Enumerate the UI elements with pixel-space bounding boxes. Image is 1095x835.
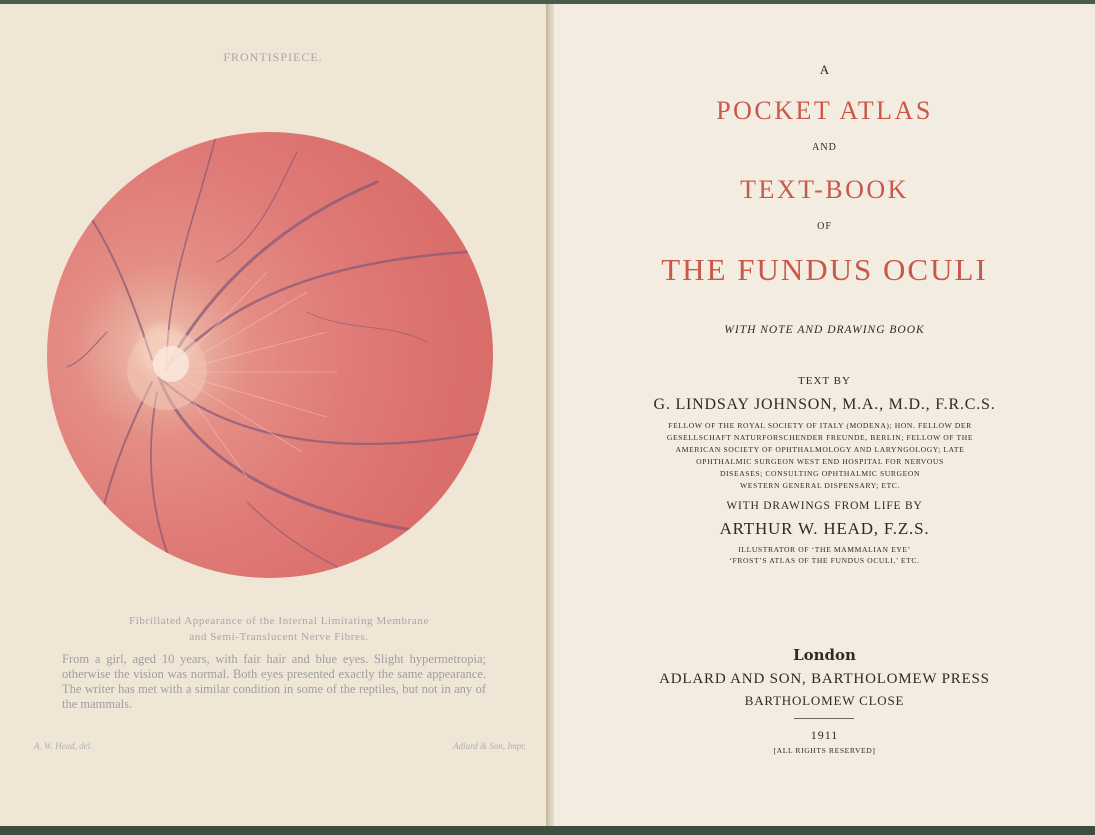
fundus-illustration [47, 132, 493, 578]
frontispiece-label: FRONTISPIECE. [223, 50, 323, 64]
title-and: AND [812, 142, 837, 153]
credential-line: OPHTHALMIC SURGEON WEST END HOSPITAL FOR NERVOUS [696, 457, 944, 466]
title-page [554, 4, 1095, 826]
illustrator-name: ARTHUR W. HEAD, F.Z.S. [719, 519, 930, 538]
title-line-1: POCKET ATLAS [716, 96, 933, 125]
book-binding-edge [0, 826, 1095, 835]
title-of: OF [817, 221, 832, 232]
publisher-city: London [793, 646, 856, 664]
book-gutter [546, 4, 554, 826]
plate-caption-line-2: and Semi-Translucent Nerve Fibres. [189, 631, 369, 643]
artist-credit: A. W. Head, del. [34, 741, 93, 751]
frontispiece-page [0, 4, 547, 826]
credential-line: FELLOW OF THE ROYAL SOCIETY OF ITALY (MODENA); HON. FELLOW DER [668, 421, 972, 430]
illustrator-credentials [554, 544, 1095, 566]
subtitle: WITH NOTE AND DRAWING BOOK [724, 324, 925, 336]
drawings-by-label: WITH DRAWINGS FROM LIFE BY [726, 500, 923, 512]
credential-line: DISEASES; CONSULTING OPHTHALMIC SURGEON [719, 469, 921, 478]
printer-credit: Adlard & Son, Impr. [453, 741, 526, 751]
title-line-2: TEXT-BOOK [740, 175, 909, 204]
credential-line: WESTERN GENERAL DISPENSARY; ETC. [740, 481, 900, 490]
author-credentials [634, 420, 1006, 492]
title-article: A [819, 62, 830, 77]
rights-notice: [ALL RIGHTS RESERVED] [773, 746, 876, 755]
author-name: G. LINDSAY JOHNSON, M.A., M.D., F.R.C.S. [653, 396, 996, 413]
publication-year: 1911 [810, 728, 839, 742]
illustrator-credential-line: ‘FROST’S ATLAS OF THE FUNDUS OCULI,’ ETC. [729, 556, 920, 565]
plate-description: From a girl, aged 10 years, with fair hair and blue eyes. Slight hypermetropia; otherwise the vision was normal. Both eyes presented exactly the same appearance. The writer has met with a similar condition in some of the reptiles, but not in any of the mammals. [62, 652, 486, 711]
illustrator-credential-line: ILLUSTRATOR OF ‘THE MAMMALIAN EYE’ [738, 545, 911, 554]
text-by-label: TEXT BY [798, 375, 851, 387]
credential-line: GESELLSCHAFT NATURFORSCHENDER FREUNDE, BERLIN; FELLOW OF THE [666, 433, 974, 442]
plate-caption [50, 613, 508, 645]
publisher-name: ADLARD AND SON, BARTHOLOMEW PRESS [659, 671, 990, 687]
divider-rule [794, 718, 854, 719]
title-line-3: THE FUNDUS OCULI [661, 252, 988, 287]
plate-caption-line-1: Fibrillated Appearance of the Internal Limitating Membrane [129, 615, 429, 627]
publisher-address: BARTHOLOMEW CLOSE [744, 693, 905, 708]
credential-line: AMERICAN SOCIETY OF OPHTHALMOLOGY AND LARYNGOLOGY; LATE [675, 445, 965, 454]
